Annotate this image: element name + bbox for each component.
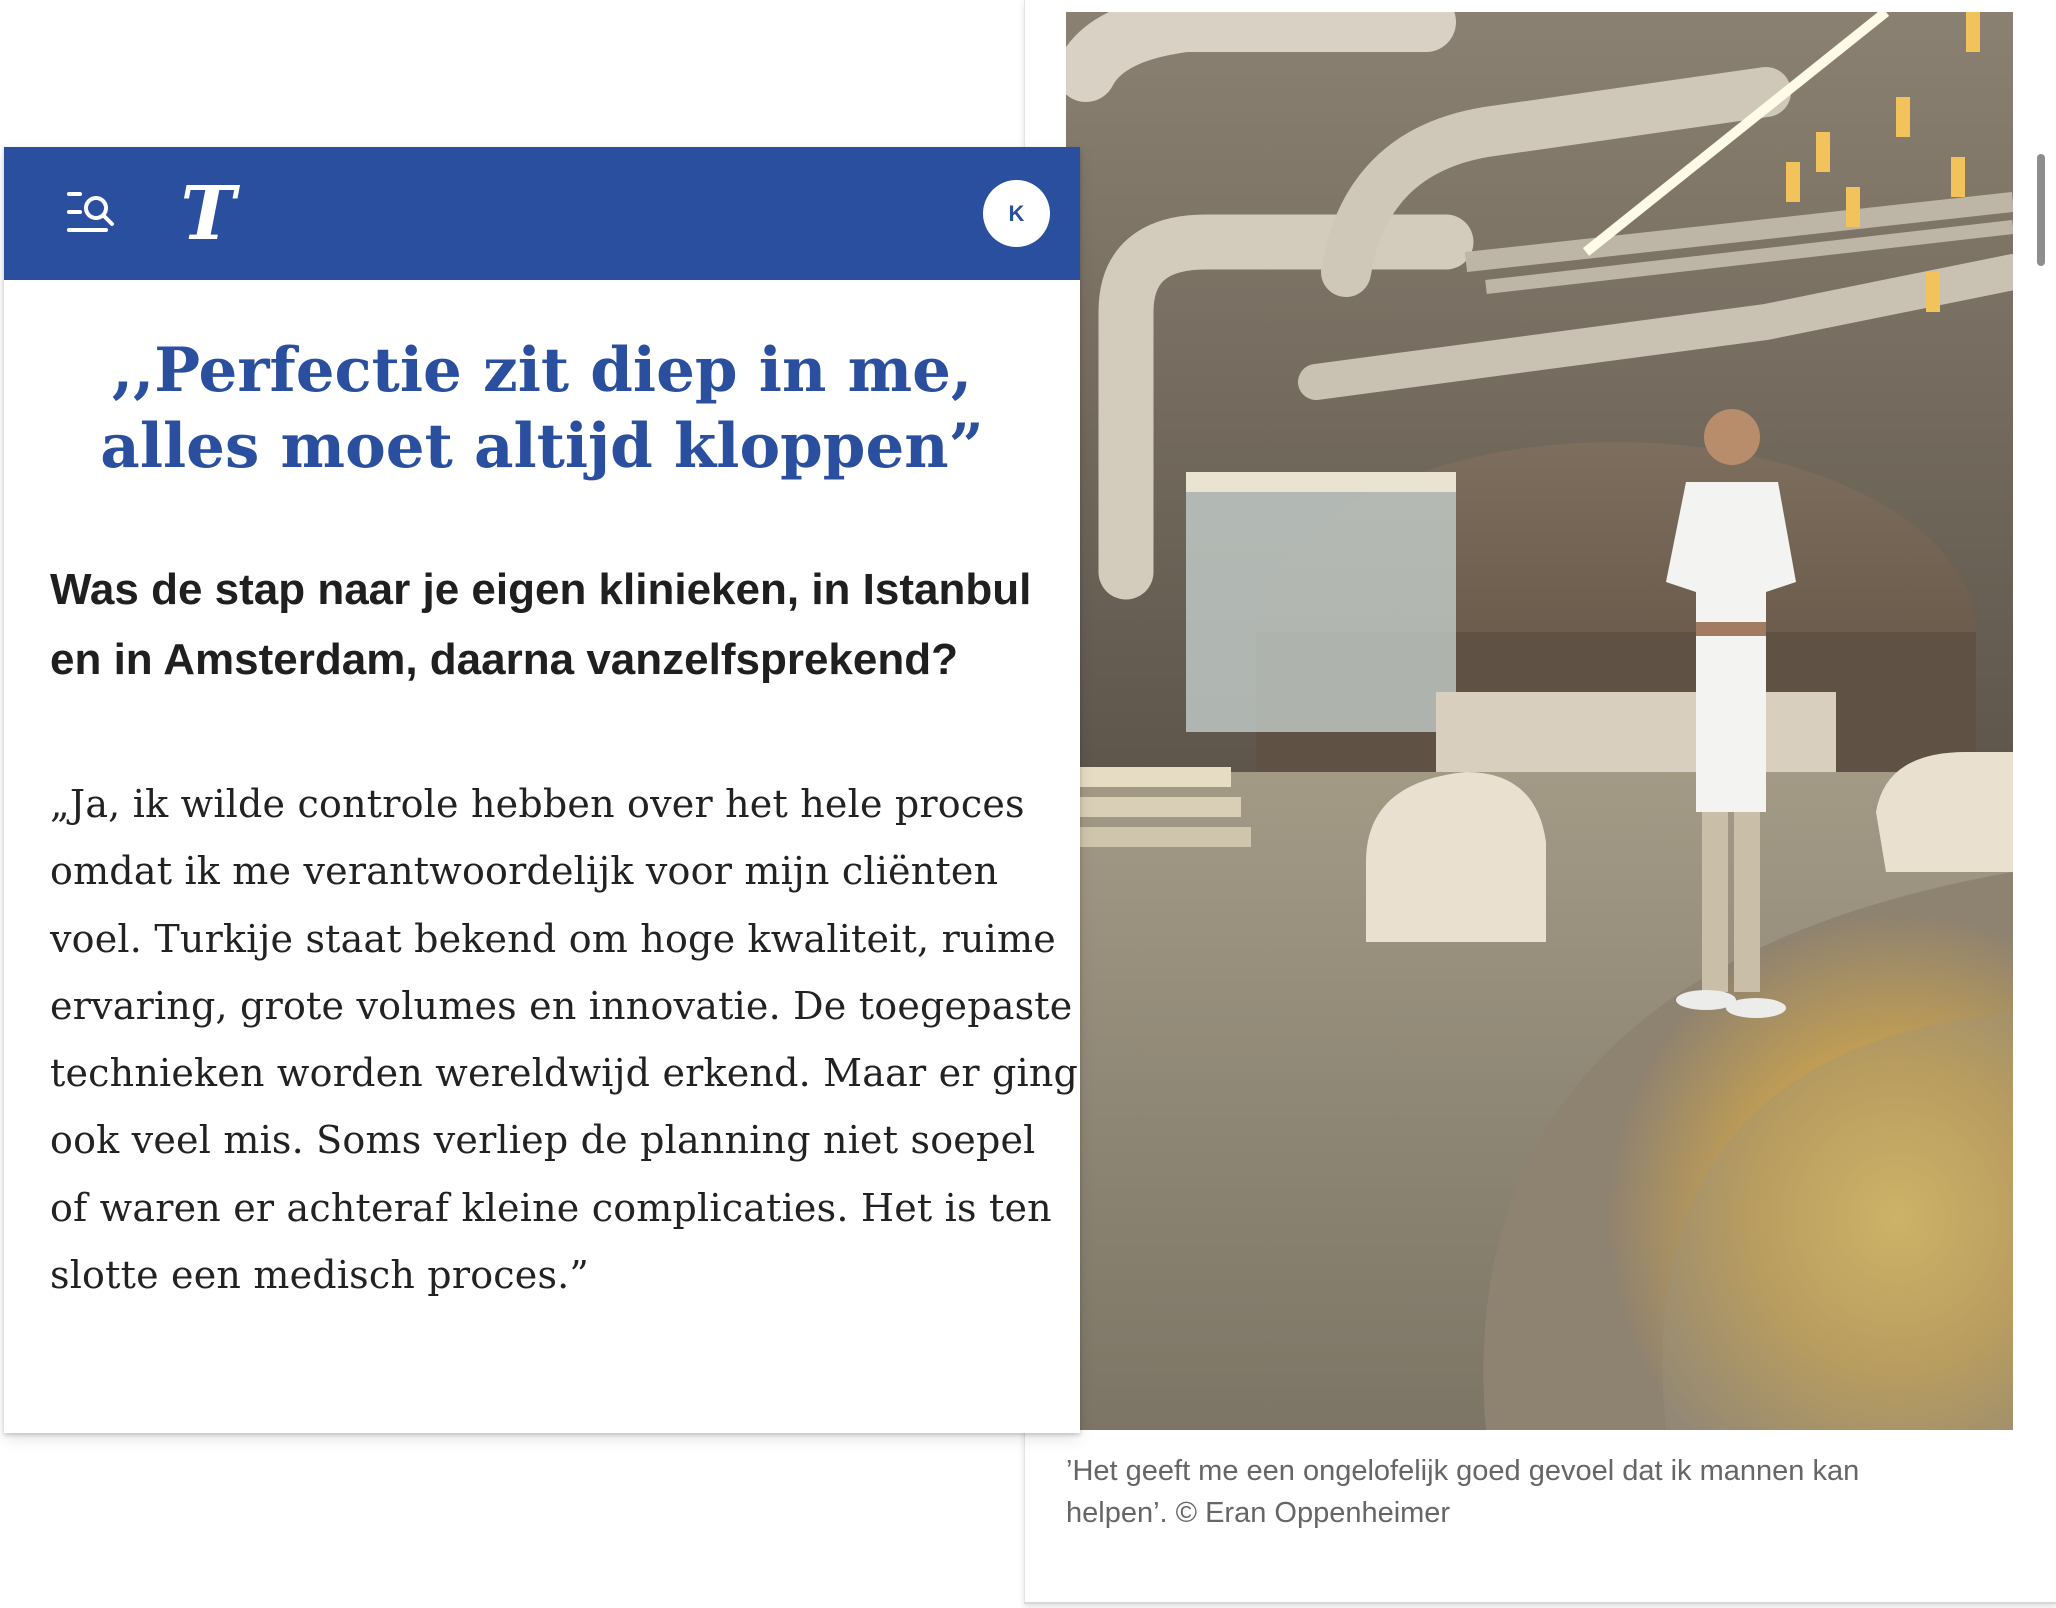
article-card <box>4 147 1080 1433</box>
menu-search-icon[interactable] <box>66 187 124 237</box>
article-page-right <box>1024 0 2056 1604</box>
user-avatar-button[interactable]: K <box>983 180 1050 247</box>
photo-caption: ’Het geeft me een ongelofelijk goed gevoel dat ik mannen kan helpen’. © Eran Oppenheimer <box>1066 1455 1860 1529</box>
article-headline: ,,Perfectie zit diep in me, alles moet altijd kloppen” <box>100 335 984 482</box>
interview-answer: „Ja, ik wilde controle hebben over het hele proces omdat ik me verantwoordelijk voor mijn cliënten voel. Turkije staat bekend om hoge kwaliteit, ruime ervaring, grote volumes en innovatie. De toegepaste technieken worden wereldwijd erkend. Maar er ging ook veel mis. Soms verliep de planning niet soepel of waren er achteraf kleine complicaties. Het is ten slotte een medisch proces.” <box>50 782 1079 1298</box>
telegraaf-logo[interactable] <box>172 175 244 253</box>
article-photo[interactable] <box>1066 12 2013 1430</box>
interview-question: Was de stap naar je eigen klinieken, in Istanbul en in Amsterdam, daarna vanzelfsprekend? <box>50 565 1032 684</box>
svg-text:T: T <box>180 175 236 253</box>
scrollbar-thumb[interactable] <box>2037 154 2045 266</box>
app-header <box>4 147 1080 280</box>
